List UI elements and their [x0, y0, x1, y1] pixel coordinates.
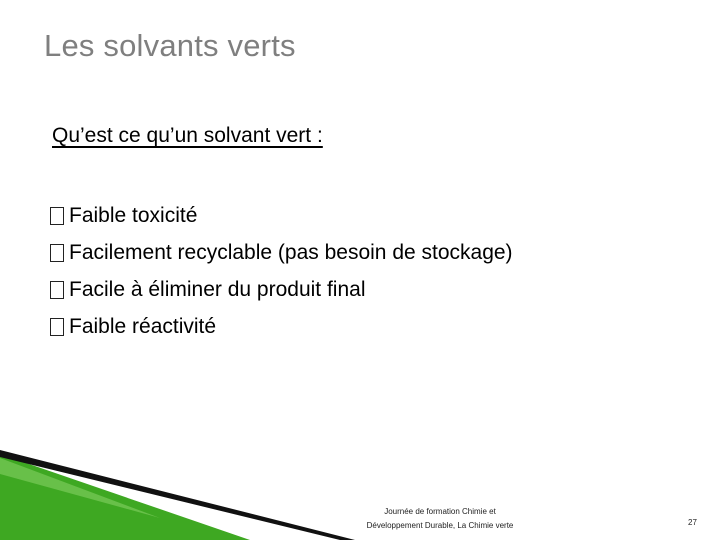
- slide-subtitle: Qu’est ce qu’un solvant vert :: [52, 124, 323, 147]
- bullet-item: [50, 234, 513, 271]
- footer-line-1: Journée de formation Chimie et: [384, 507, 496, 516]
- bullet-text: Faible toxicité: [69, 203, 198, 227]
- bullet-box-icon: [50, 244, 64, 262]
- green-swoosh: [0, 454, 250, 540]
- slide-title: Les solvants verts: [44, 28, 296, 63]
- footer-text: [340, 505, 540, 533]
- bullet-box-icon: [50, 318, 64, 336]
- bullet-box-icon: [50, 281, 64, 299]
- bullet-text: Facilement recyclable (pas besoin de stockage): [69, 240, 513, 264]
- page-number: 27: [688, 518, 697, 527]
- bullet-item: [50, 197, 513, 234]
- bullet-text: Facile à éliminer du produit final: [69, 277, 366, 301]
- bullet-box-icon: [50, 207, 64, 225]
- bullet-list: [50, 197, 513, 345]
- footer-line-2: Développement Durable, La Chimie verte: [366, 521, 514, 530]
- bullet-item: [50, 308, 513, 345]
- bullet-item: [50, 271, 513, 308]
- bullet-text: Faible réactivité: [69, 314, 217, 338]
